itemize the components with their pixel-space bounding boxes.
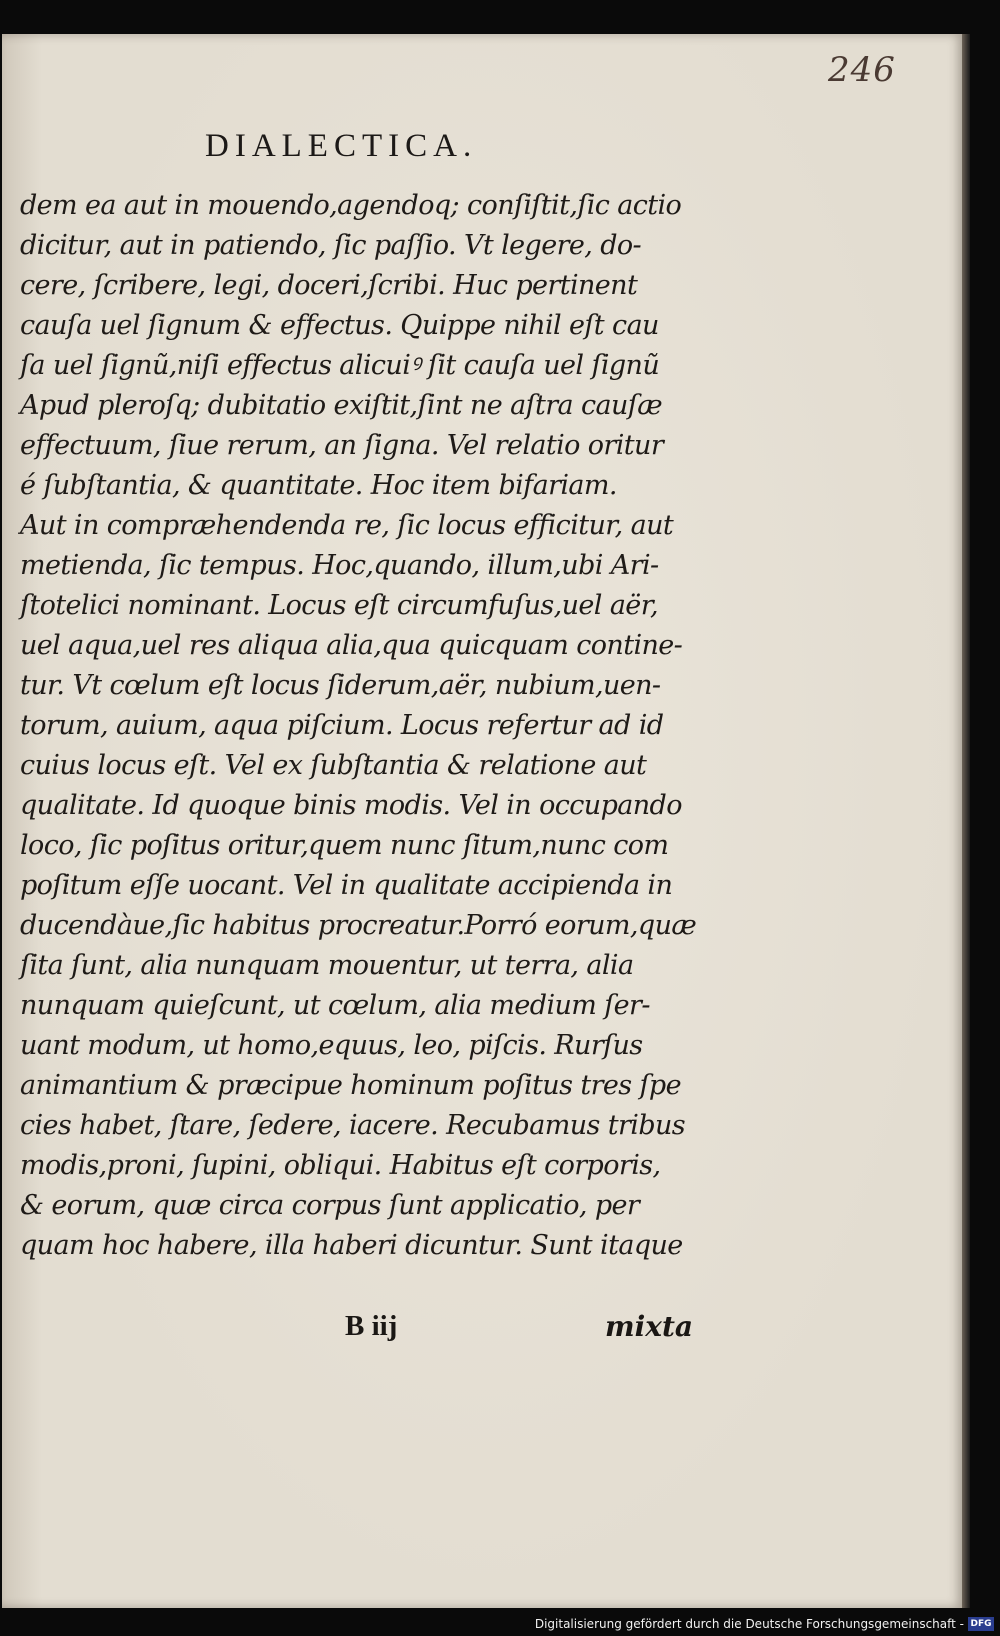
text-line: ſtotelici nominant. Locus eſt circumfuſus,uel aër, [20, 590, 659, 621]
digitization-credit: Digitalisierung gefördert durch die Deutsche Forschungsgemeinschaft - [534, 1617, 964, 1631]
text-line: loco, ſic poſitus oritur,quem nunc ſitum,nunc com [20, 830, 669, 861]
text-line: ſita ſunt, alia nunquam mouentur, ut terra, alia [20, 950, 634, 981]
text-line: tur. Vt cœlum eſt locus ſiderum,aër, nubium,uen- [20, 670, 661, 701]
page-edge-shadow [962, 34, 970, 1608]
text-line: cuius locus eſt. Vel ex ſubſtantia & relatione aut [20, 750, 647, 781]
text-line: Aut in compræhendenda re, ſic locus efficitur, aut [20, 510, 674, 541]
text-line: qualitate. Id quoque binis modis. Vel in occupando [20, 790, 682, 821]
text-line: torum, auium, aqua piſcium. Locus refertur ad id [20, 710, 664, 741]
signature-mark: B iij [345, 1310, 398, 1342]
text-line: ſa uel ſignũ,niſi effectus alicuiꝰ ſit cauſa uel ſignũ [20, 350, 660, 381]
text-line: uel aqua,uel res aliqua alia,qua quicquam contine- [20, 630, 683, 661]
text-line: ducendàue,ſic habitus procreatur.Porró eorum,quæ [20, 910, 697, 941]
dfg-logo: DFG [968, 1617, 994, 1631]
text-line: cauſa uel ſignum & effectus. Quippe nihil eſt cau [20, 310, 659, 341]
text-line: dicitur, aut in patiendo, ſic paſſio. Vt legere, do- [20, 230, 642, 261]
text-line: cies habet, ſtare, ſedere, iacere. Recubamus tribus [20, 1110, 686, 1141]
text-line: metienda, ſic tempus. Hoc,quando, illum,ubi Ari- [20, 550, 659, 581]
text-line: & eorum, quæ circa corpus ſunt applicatio, per [20, 1190, 640, 1221]
text-line: effectuum, ſiue rerum, an ſigna. Vel relatio oritur [20, 430, 664, 461]
text-line: uant modum, ut homo,equus, leo, piſcis. Rurſus [20, 1030, 643, 1061]
catchword: mixta [605, 1310, 694, 1343]
text-line: dem ea aut in mouendo,agendoq; conſiſtit,ſic actio [20, 190, 682, 221]
text-line: animantium & præcipue hominum poſitus tres ſpe [20, 1070, 681, 1101]
folio-number: 246 [828, 50, 896, 90]
text-line: cere, ſcribere, legi, doceri,ſcribi. Huc pertinent [20, 270, 638, 301]
text-line: quam hoc habere, illa haberi dicuntur. Sunt itaque [20, 1230, 683, 1261]
text-line: nunquam quieſcunt, ut cœlum, alia medium ſer- [20, 990, 650, 1021]
text-line: poſitum eſſe uocant. Vel in qualitate accipienda in [20, 870, 673, 901]
body-text [20, 186, 710, 1266]
text-line: é ſubſtantia, & quantitate. Hoc item bifariam. [20, 470, 617, 501]
text-line: Apud pleroſq; dubitatio exiſtit,ſint ne aſtra cauſæ [20, 390, 662, 421]
running-header: DIALECTICA. [205, 128, 478, 164]
text-line: modis,proni, ſupini, obliqui. Habitus eſt corporis, [20, 1150, 661, 1181]
